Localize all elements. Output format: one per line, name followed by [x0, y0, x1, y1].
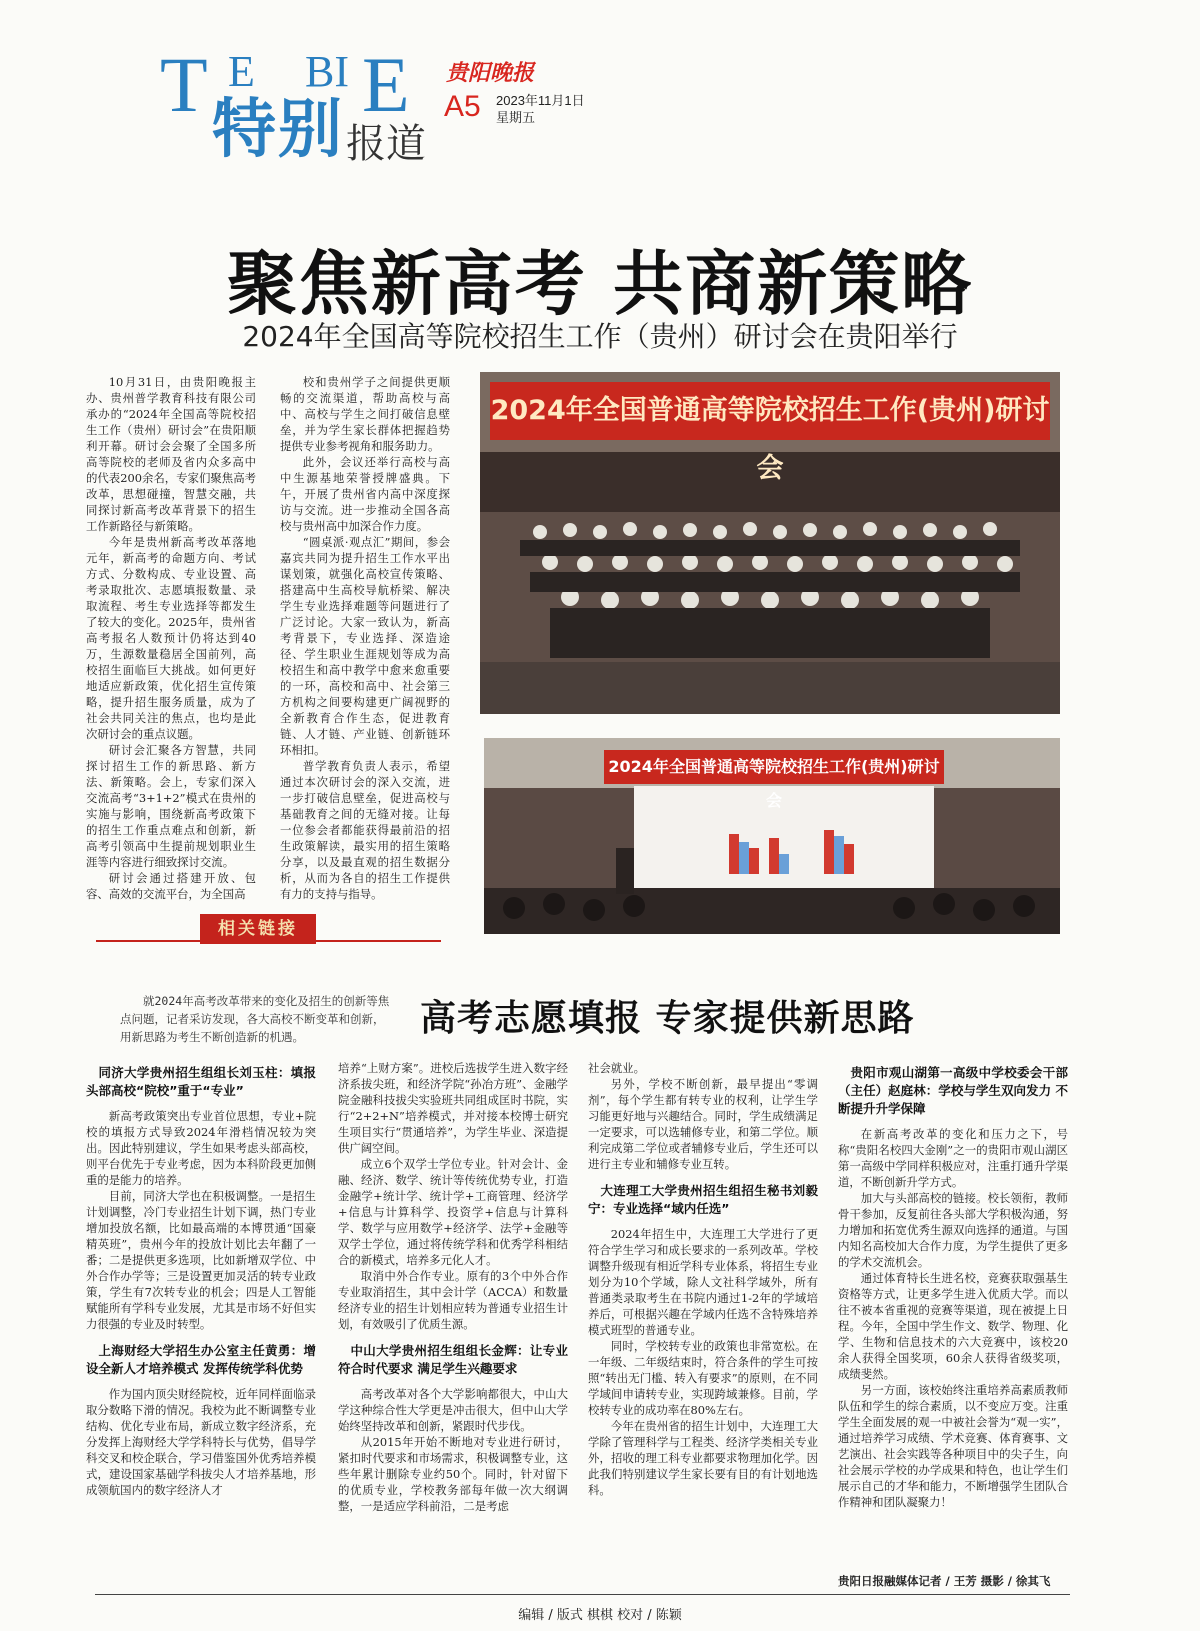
paragraph: 今年在贵州省的招生计划中，大连理工大学除了管理科学与工程类、经济学类相关专业外，招收的理工科专业都要求物理加化学。因此我们特别建议学生家长要有目的有计划地选科。 — [588, 1419, 818, 1497]
related-column-4 — [838, 1060, 1068, 1560]
lead-column-2 — [280, 374, 450, 901]
paragraph: 另外，学校不断创新，最早提出“零调剂”，每个学生都有转专业的权利，让学生学习能更好地与兴趣结合。同时，学生成绩满足一定要求，可以选辅修专业，和第二学位。顺利完成第二学位或者辅修专业后，学生还可以进行主专业和辅修专业互转。 — [588, 1077, 818, 1171]
paragraph: 另一方面，该校始终注重培养高素质教师队伍和学生的综合素质，以不变应万变。注重学生全面发展的观一中被社会誉为“观一实”，通过培养学习成绩、学术竞赛、体育赛事、文艺演出、社会实践等各种项目中的尖子生，向社会展示学校的办学成果和特色，也让学生们展示自己的才华和能力，不断增强学生团队合作精神和团队凝聚力！ — [838, 1383, 1068, 1509]
paper-logo: 贵阳晚报 — [446, 60, 535, 86]
masthead-letter-e1: E — [228, 47, 255, 96]
footer-credits: 编辑 / 版式 棋棋 校对 / 陈颖 — [518, 1608, 682, 1623]
group-photo — [480, 372, 1060, 714]
related-column-1 — [86, 1060, 316, 1560]
paragraph: 作为国内顶尖财经院校，近年同样面临录取分数略下滑的情况。我校为此不断调整专业结构、优化专业布局，新成立数字经济系，充分发挥上海财经大学学科特长与优势，倡导学科交叉和校企联合，学习借鉴国外优秀培养模式，建设国家基础学科拔尖人才培养基地，形成领航国内的数字经济人才 — [86, 1387, 316, 1497]
related-tag: 相关链接 — [200, 914, 316, 944]
footer-rule — [95, 1594, 1070, 1595]
main-headline: 聚焦新高考 共商新策略 — [226, 243, 974, 325]
paragraph: 加大与头部高校的链接。校长领衔，教师骨干参加，反复前往各头部大学积极沟通，努力增加和拓宽优秀生源双向选择的通道。与国内知名高校加大合作力度，为学生提供了更多的学术交流机会。 — [838, 1191, 1068, 1269]
related-intro: 就2024年高考改革带来的变化及招生的创新等焦点问题，记者采访发现，各大高校不断变革和创新，用新思路为考生不断创造新的机遇。 — [120, 994, 390, 1044]
paragraph: 新高考政策突出专业首位思想，专业+院校的填报方式导致2024年滑档情况较为突出。因此特别建议，学生如果考虑头部高校，则平台优先于专业考虑，因为本科阶段更加侧重的是能力的培养。 — [86, 1109, 316, 1187]
lecture-photo — [484, 738, 1060, 934]
interview-heading: 中山大学贵州招生组组长金辉：让专业符合时代要求 满足学生兴趣要求 — [338, 1343, 568, 1376]
sub-headline: 2024年全国高等院校招生工作（贵州）研讨会在贵阳举行 — [242, 320, 958, 353]
related-column-2 — [338, 1060, 568, 1560]
paragraph: 普学教育负责人表示，希望通过本次研讨会的深入交流，进一步打破信息壁垒，促进高校与基础教育之间的无缝对接。让每一位参会者都能获得最前沿的招生政策解读，最实用的招生策略分享，以及最直观的招生数据分析，从而为各自的招生工作提供有力的支持与指导。 — [280, 759, 450, 901]
paragraph: 研讨会汇聚各方智慧，共同探讨招生工作的新思路、新方法、新策略。会上，专家们深入交流高考“3+1+2”模式在贵州的实施与影响，围绕新高考政策下的招生工作重点难点和创新，新高考引领高中生提前规划职业生涯等内容进行细致探讨交流。 — [86, 743, 256, 869]
paragraph: “圆桌派·观点汇”期间，参会嘉宾共同为提升招生工作水平出谋划策，就强化高校宣传策略、搭建高中生高校导航桥梁、解决学生专业选择难题等问题进行了广泛讨论。大家一致认为，新高考背景下，专业选择、深造途径、学生职业生涯规划等成为高校招生和高中教学中愈来愈重要的一环，高校和高中、社会第三方机构之间要构建更广阔视野的全新教育合作生态，促进教育链、人才链、产业链、创新链环环相扣。 — [280, 535, 450, 757]
photo1-banner: 2024年全国普通高等院校招生工作(贵州)研讨会 — [490, 382, 1050, 440]
masthead-letter-e2: E — [362, 41, 410, 128]
section-subtitle: 报道 — [346, 121, 426, 167]
byline: 贵阳日报融媒体记者 / 王芳 摄影 / 徐其飞 — [838, 1574, 1051, 1588]
paragraph: 社会就业。 — [588, 1061, 645, 1075]
related-column-3 — [588, 1060, 818, 1560]
paragraph: 研讨会通过搭建开放、包容、高效的交流平台，为全国高 — [86, 871, 256, 901]
paragraph: 今年是贵州新高考改革落地元年，新高考的命题方向、考试方式、分数构成、专业设置、高考录取批次、志愿填报数量、录取流程、考生专业选择等都发生了较大的变化。2025年，贵州省高考报名人数预计仍将达到40万，生源数量稳居全国前列，高校招生面临巨大挑战。如何更好地适应新政策，优化招生宣传策略，提升招生服务质量，成为了社会共同关注的焦点，也均是此次研讨会的重点议题。 — [86, 535, 256, 741]
paragraph: 培养“上财方案”。进校后选拔学生进入数字经济系拔尖班，和经济学院“孙冶方班”、金融学院金融科技拔尖实验班共同组成匡时书院，实行“2+2+N”培养模式，并对接本校博士研究生项目实行“贯通培养”，为学生毕业、深造提供广阔空间。 — [338, 1061, 568, 1155]
interview-heading: 同济大学贵州招生组组长刘玉柱：填报头部高校“院校”重于“专业” — [86, 1065, 316, 1098]
paragraph: 通过体育特长生进名校，竞赛获取强基生资格等方式，让更多学生进入优质大学。而以往不被本省重视的竞赛等渠道，现在被提上日程。今年，全国中学生作文、数学、物理、化学、生物和信息技术的六大竞赛中，该校20余人获得全国奖项，60余人获得省级奖项，成绩斐然。 — [838, 1271, 1068, 1381]
interview-heading: 贵阳市观山湖第一高级中学校委会干部（主任）赵庭林：学校与学生双向发力 不断提升升学保障 — [838, 1065, 1068, 1116]
paragraph: 此外，会议还举行高校与高中生源基地荣誉授牌盛典。下午，开展了贵州省内高中深度探访与交流。进一步推动全国各高校与贵州高中加深合作力度。 — [280, 455, 450, 533]
interview-heading: 大连理工大学贵州招生组招生秘书刘毅宁：专业选择“域内任选” — [588, 1183, 818, 1216]
paragraph: 从2015年开始不断地对专业进行研讨，紧扣时代要求和市场需求，积极调整专业，这些年累计删除专业约50个。同时，针对留下的优质专业，学校教务部每年做一次大纲调整，一是适应学科前沿，二是考虑 — [338, 1435, 568, 1513]
issue-weekday: 星期五 — [496, 110, 536, 125]
paragraph: 在新高考改革的变化和压力之下，号称“贵阳名校四大金刚”之一的贵阳市观山湖区第一高级中学同样积极应对，注重打通升学渠道，不断创新升学方式。 — [838, 1127, 1068, 1189]
photo2-banner: 2024年全国普通高等院校招生工作(贵州)研讨会 — [604, 750, 944, 784]
paragraph: 2024年招生中，大连理工大学进行了更符合学生学习和成长要求的一系列改革。学校调整升级现有相近学科专业体系，将招生专业划分为10个学域，除人文社科学域外，所有普通类录取考生在书院内通过1-2年的学域培养后，可根据兴趣在学域内任选不含特殊培养模式班型的普通专业。 — [588, 1227, 818, 1337]
paragraph: 取消中外合作专业。原有的3个中外合作专业取消招生，其中会计学（ACCA）和数量经济专业的招生计划相应转为普通专业招生计划，有效吸引了优质生源。 — [338, 1269, 568, 1331]
lead-column-1 — [86, 374, 256, 901]
paragraph: 校和贵州学子之间提供更顺畅的交流渠道，帮助高校与高中、高校与学生之间打破信息壁垒，并为学生家长群体把握趋势提供专业参考视角和服务助力。 — [280, 375, 450, 453]
paragraph: 高考改革对各个大学影响都很大，中山大学这种综合性大学更是冲击很大，但中山大学始终坚持改革和创新，紧跟时代步伐。 — [338, 1387, 568, 1433]
paragraph: 同时，学校转专业的政策也非常宽松。在一年级、二年级结束时，符合条件的学生可按照“转出无门槛、转入有要求”的原则，在不同学域间申请转专业，实现跨域兼修。目前，学校转专业的成功率在80%左右。 — [588, 1339, 818, 1417]
paragraph: 成立6个双学士学位专业。针对会计、金融、经济、数学、统计等传统优势专业，打造金融学+统计学、统计学+工商管理、经济学+信息与计算科学、投资学+信息与计算科学、数学与应用数学+经济学、法学+金融等双学士学位，通过将传统学科和优秀学科相结合的新模式，培养多元化人才。 — [338, 1157, 568, 1267]
paragraph: 目前，同济大学也在积极调整。一是招生计划调整，冷门专业招生计划下调，热门专业增加投放名额，比如最高端的本博贯通“国豪精英班”，贵州今年的投放计划比去年翻了一番；二是提供更多选项，比如新增双学位、中外合作办学等；三是设置更加灵活的转专业政策，学生有7次转专业的机会；四是人工智能赋能所有学科专业发展，尤其是市场不好但实力很强的专业及时转型。 — [86, 1189, 316, 1331]
related-headline: 高考志愿填报 专家提供新思路 — [420, 998, 915, 1039]
interview-heading: 上海财经大学招生办公室主任黄勇：增设全新人才培养模式 发挥传统学科优势 — [86, 1343, 316, 1376]
paragraph: 10月31日，由贵阳晚报主办、贵州普学教育科技有限公司承办的“2024年全国高等院校招生工作（贵州）研讨会”在贵阳顺利开幕。研讨会会聚了全国多所高等院校的老师及省内众多高中的代表200余名，专家们聚焦高考改革，思想碰撞，智慧交融，共同探讨新高考改革背景下的招生工作新路径与新策略。 — [86, 375, 256, 533]
section-title: 特别 — [212, 93, 344, 167]
masthead-letter-t: T — [160, 41, 208, 128]
issue-date: 2023年11月1日 — [496, 93, 585, 108]
masthead-letter-bi: BI — [305, 47, 349, 96]
page-number: A5 — [444, 90, 481, 123]
